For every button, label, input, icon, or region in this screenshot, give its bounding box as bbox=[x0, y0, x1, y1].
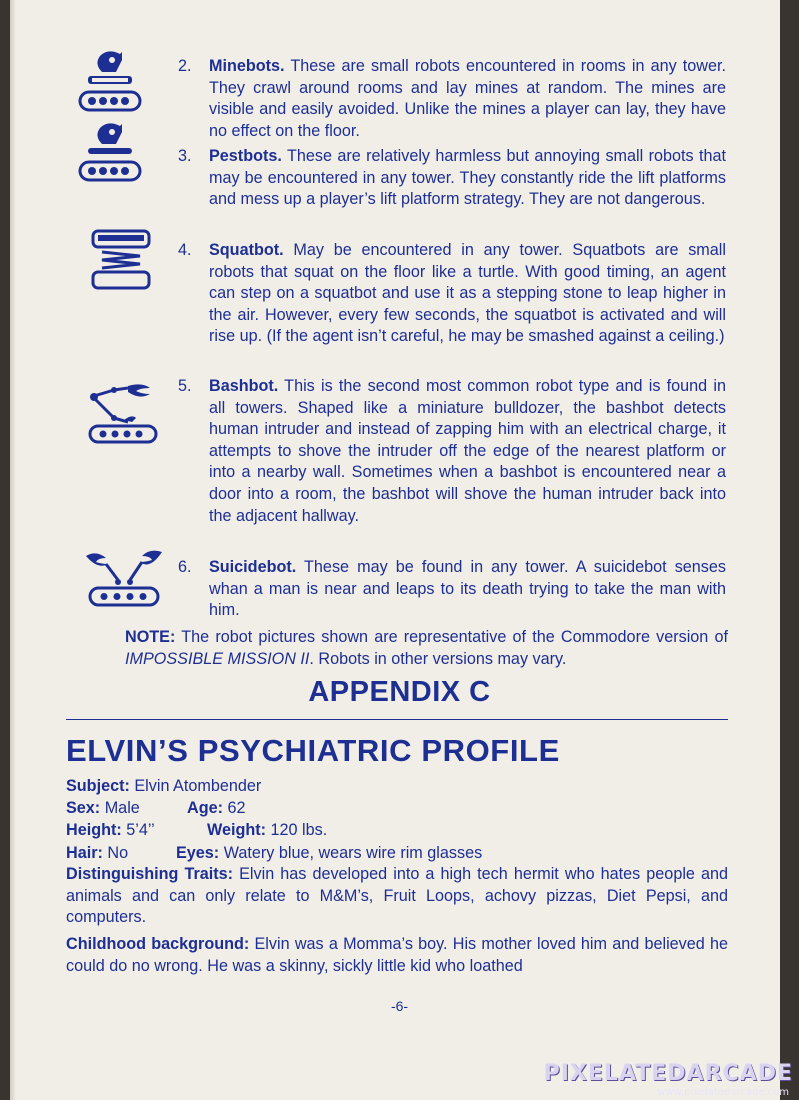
robot-name: Minebots. bbox=[209, 57, 285, 75]
watermark-url: www.pixelatedarcade.com bbox=[657, 1087, 789, 1098]
bashbot-icon bbox=[88, 382, 160, 444]
robot-entry-pestbots bbox=[178, 146, 726, 211]
field-label: Weight: bbox=[207, 821, 267, 839]
item-number: 2. bbox=[178, 57, 192, 75]
field-value: Elvin has developed into a high tech hermit who hates people and animals and can only relate to M&M’s, Fruit Loops, achovy pizzas, Diet Pepsi, and computers. bbox=[66, 865, 728, 927]
robot-description: This is the second most common robot type and is found in all towers. Shaped like a miniature bulldozer, the bashbot detects human intruder and instead of zapping him with an electrical charge, it attempts to shove the intruder off the edge of the nearest platform or into a nearby wall. Sometimes when a bashbot is encountered near a door into a room, the bashbot will shove the human intruder back into the adjacent hallway. bbox=[209, 377, 726, 525]
field-value: 5’4’’ bbox=[121, 821, 155, 839]
hair-line bbox=[66, 843, 128, 864]
traits-paragraph bbox=[66, 864, 728, 929]
age-line bbox=[187, 798, 246, 819]
field-value: No bbox=[102, 844, 129, 862]
page-number: -6- bbox=[390, 998, 409, 1014]
field-label: Age: bbox=[187, 799, 223, 817]
game-title: IMPOSSIBLE MISSION II bbox=[125, 649, 310, 668]
minebot-icon bbox=[78, 50, 142, 122]
subject-line bbox=[66, 776, 261, 797]
section-divider bbox=[66, 719, 728, 720]
field-label: Distinguishing Traits: bbox=[66, 865, 234, 883]
robot-entry-minebots bbox=[178, 56, 726, 142]
sex-line bbox=[66, 798, 140, 819]
robot-description: These may be found in any tower. A suicidebot senses whan a man is near and leaps to its death trying to take the man with him. bbox=[209, 558, 726, 620]
field-value: Elvin Atombender bbox=[129, 777, 262, 795]
note-label: NOTE: bbox=[125, 628, 176, 646]
field-label: Eyes: bbox=[176, 844, 220, 862]
field-value: 62 bbox=[222, 799, 246, 817]
eyes-line bbox=[176, 843, 482, 864]
watermark-logo: PIXELATEDARCADE bbox=[543, 1061, 793, 1086]
robot-description: These are small robots encountered in rooms in any tower. They crawl around rooms and lay mines at random. The mines are visible and easily avoided. Unlike the mines a player can lay, they have no effect on the floor. bbox=[209, 57, 726, 140]
note-text: The robot pictures shown are representative of the Commodore version of bbox=[175, 628, 728, 646]
field-value: Watery blue, wears wire rim glasses bbox=[219, 844, 483, 862]
field-label: Height: bbox=[66, 821, 122, 839]
field-label: Hair: bbox=[66, 844, 103, 862]
appendix-heading: APPENDIX C bbox=[308, 676, 491, 708]
page-binding-edge bbox=[10, 0, 16, 1100]
robot-name: Suicidebot. bbox=[209, 558, 297, 576]
note-text-end: . Robots in other versions may vary. bbox=[309, 649, 567, 668]
pestbot-icon bbox=[78, 122, 142, 186]
field-label: Sex: bbox=[66, 799, 101, 817]
item-number: 6. bbox=[178, 558, 192, 576]
item-number: 3. bbox=[178, 147, 192, 165]
robot-description: May be encountered in any tower. Squatbots are small robots that squat on the floor like a turtle. With good timing, an agent can step on a squatbot and use it as a stepping stone to leap higher in the air. However, every few seconds, the squatbot is activated and will rise up. (If the agent isn’t careful, he may be smashed against a ceiling.) bbox=[209, 241, 726, 346]
field-label: Childhood background: bbox=[66, 935, 250, 953]
robot-entry-squatbot bbox=[178, 240, 726, 348]
field-value: 120 lbs. bbox=[266, 821, 328, 839]
field-value: Elvin was a Momma’s boy. His mother loved him and believed he could do no wrong. He was a skinny, sickly little kid who loathed bbox=[66, 935, 729, 975]
weight-line bbox=[207, 820, 327, 841]
field-label: Subject: bbox=[66, 777, 130, 795]
squatbot-icon bbox=[90, 228, 152, 294]
robot-note bbox=[125, 627, 728, 670]
profile-title: ELVIN’S PSYCHIATRIC PROFILE bbox=[66, 733, 560, 768]
robot-entry-suicidebot bbox=[178, 557, 726, 622]
robot-description: These are relatively harmless but annoying small robots that may be encountered in any tower. They constantly ride the lift platforms and mess up a player’s lift platform strategy. They are not dangerous. bbox=[209, 147, 726, 209]
suicidebot-icon bbox=[84, 548, 164, 610]
robot-name: Pestbots. bbox=[209, 147, 282, 165]
item-number: 4. bbox=[178, 241, 192, 259]
robot-name: Squatbot. bbox=[209, 241, 284, 259]
childhood-paragraph bbox=[66, 934, 728, 977]
height-line bbox=[66, 820, 155, 841]
item-number: 5. bbox=[178, 377, 192, 395]
field-value: Male bbox=[100, 799, 140, 817]
robot-entry-bashbot bbox=[178, 376, 726, 527]
robot-name: Bashbot. bbox=[209, 377, 279, 395]
